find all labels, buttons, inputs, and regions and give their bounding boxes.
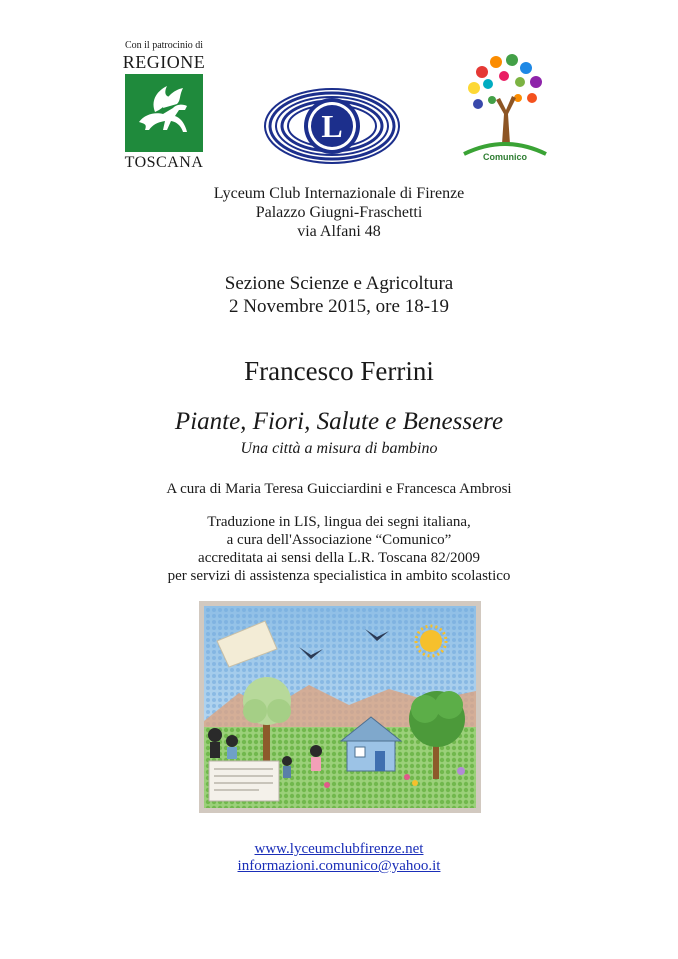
website-link[interactable]: www.lyceumclubfirenze.net xyxy=(254,841,424,857)
regione-toscana-logo xyxy=(118,40,210,170)
translation-line-1: Traduzione in LIS, lingua dei segni italiana, xyxy=(207,514,471,530)
section-title: Sezione Scienze e Agricoltura xyxy=(224,273,454,294)
venue-line-1: Lyceum Club Internazionale di Firenze xyxy=(213,185,465,202)
venue-line-2: Palazzo Giugni-Fraschetti xyxy=(255,204,423,221)
event-date: 2 Novembre 2015, ore 18-19 xyxy=(228,296,450,317)
translation-line-3: accreditata ai sensi della L.R. Toscana 82/2009 xyxy=(198,550,480,566)
regione-text: REGIONE xyxy=(122,52,206,72)
children-painting xyxy=(199,601,481,813)
email-link[interactable]: informazioni.comunico@yahoo.it xyxy=(237,858,441,874)
pegasus-icon xyxy=(125,74,203,152)
toscana-text: TOSCANA xyxy=(124,154,204,171)
comunico-label: Comunico xyxy=(483,152,527,162)
patronage-text: Con il patrocinio di xyxy=(124,40,204,51)
translation-line-4: per servizi di assistenza specialistica in ambito scolastico xyxy=(167,568,511,584)
talk-subtitle: Una città a misura di bambino xyxy=(240,440,438,457)
curators: A cura di Maria Teresa Guicciardini e Francesca Ambrosi xyxy=(166,481,512,497)
lyceum-logo xyxy=(262,86,402,166)
talk-title: Piante, Fiori, Salute e Benessere xyxy=(174,408,504,435)
venue-line-3: via Alfani 48 xyxy=(297,223,381,240)
lyceum-letter: L xyxy=(321,108,343,144)
translation-line-2: a cura dell'Associazione “Comunico” xyxy=(226,532,452,548)
speaker-name: Francesco Ferrini xyxy=(244,356,434,386)
comunico-logo xyxy=(462,52,548,164)
